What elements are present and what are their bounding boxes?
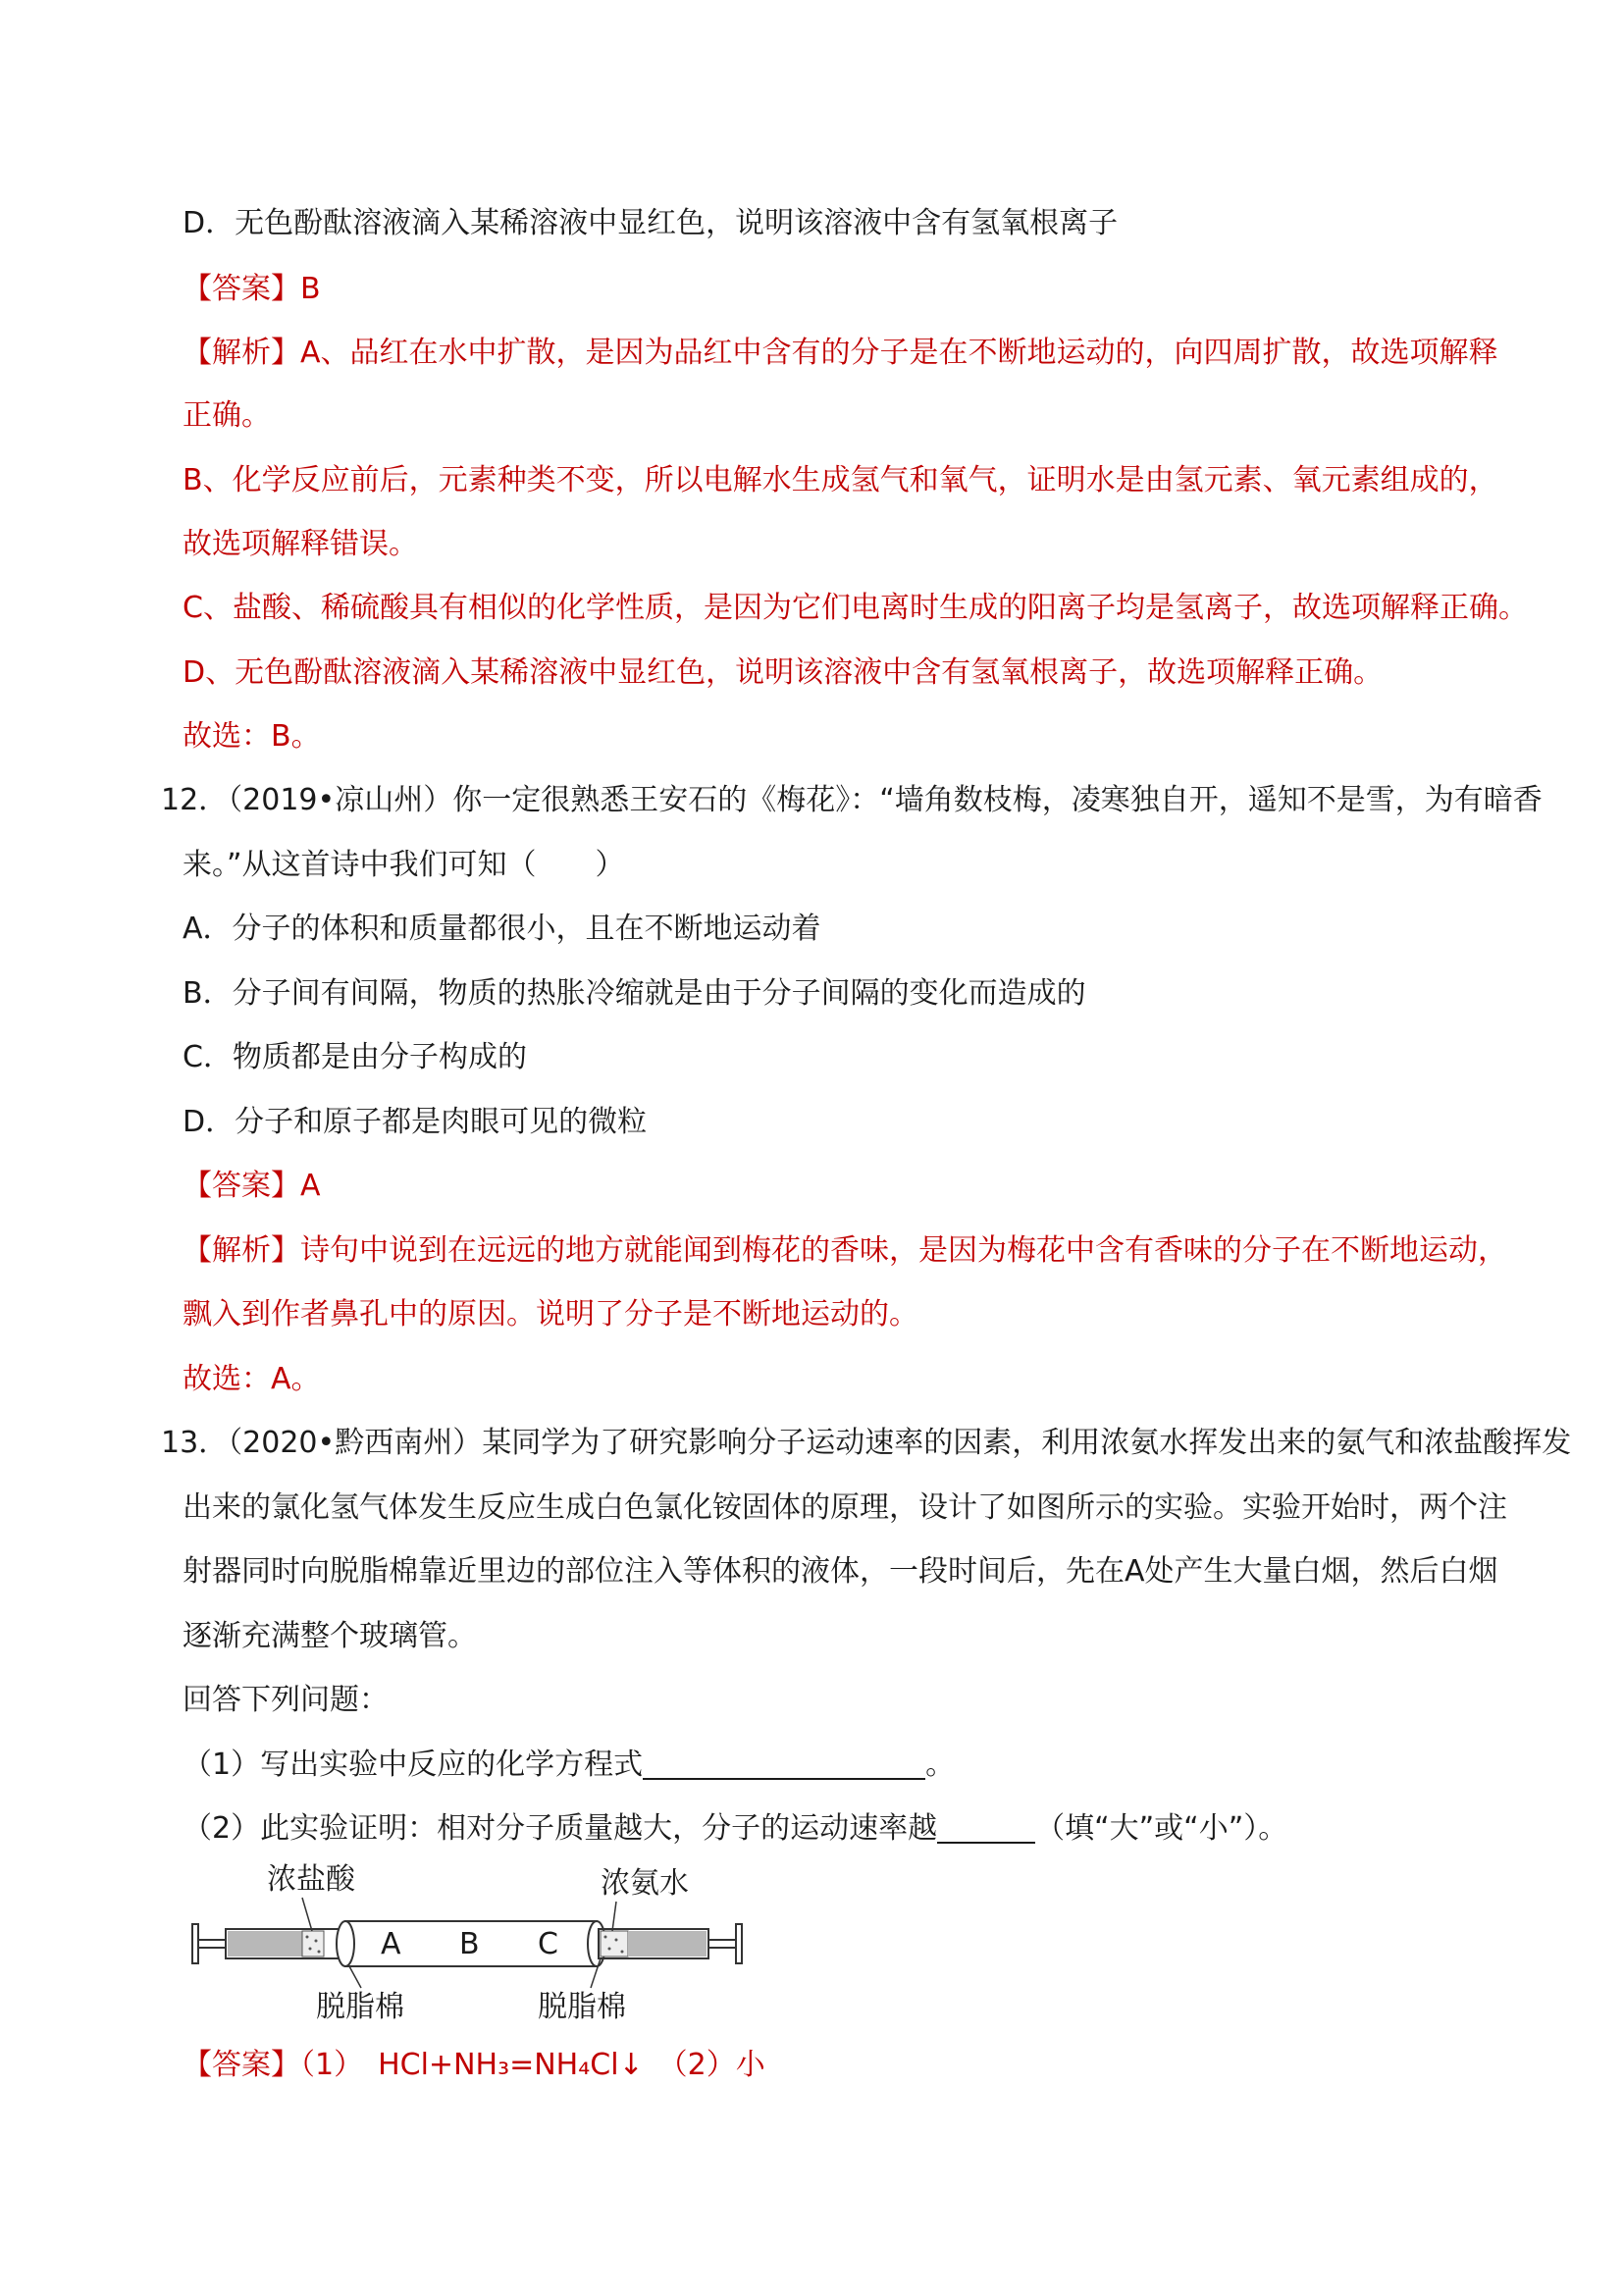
q13-stem-line-1: 13．（2020•黔西南州）某同学为了研究影响分子运动速率的因素，利用浓氨水挥发出来的氨气和浓盐酸挥发 bbox=[161, 1426, 1572, 1460]
answer-blank-2[interactable] bbox=[937, 1812, 1035, 1844]
label-cotton-left: 脱脂棉 bbox=[316, 1990, 404, 2024]
tube-left-end bbox=[337, 1921, 354, 1966]
sub1-suffix: 。 bbox=[925, 1748, 956, 1782]
right-plunger-end bbox=[736, 1924, 742, 1963]
q12-answer bbox=[183, 1167, 321, 1206]
right-cotton-plug bbox=[601, 1931, 628, 1957]
q11-option-d: D．无色酚酞溶液滴入某稀溶液中显红色，说明该溶液中含有氢氧根离子 bbox=[183, 206, 1119, 240]
analysis-tag: 【解析】 bbox=[183, 1233, 300, 1268]
label-cotton-right: 脱脂棉 bbox=[538, 1990, 626, 2024]
q12-analysis-line-2: 飘入到作者鼻孔中的原因。说明了分子是不断地运动的。 bbox=[183, 1297, 918, 1331]
q11-analysis-line-1 bbox=[183, 334, 1498, 373]
label-position-c: C bbox=[538, 1927, 558, 1961]
answer-value: A bbox=[300, 1169, 321, 1203]
analysis-tag: 【解析】 bbox=[183, 336, 300, 370]
q13-stem-line-4: 逐渐充满整个玻璃管。 bbox=[183, 1619, 477, 1653]
leader-nh3 bbox=[612, 1902, 616, 1931]
q13-stem-line-3: 射器同时向脱脂棉靠近里边的部位注入等体积的液体，一段时间后，先在A处产生大量白烟，然后白烟 bbox=[183, 1554, 1498, 1589]
q12-analysis-line-1 bbox=[183, 1231, 1507, 1271]
sub2-text: （2）此实验证明：相对分子质量越大，分子的运动速率越 bbox=[183, 1811, 938, 1846]
analysis-text: A、品红在水中扩散，是因为品红中含有的分子是在不断地运动的，向四周扩散，故选项解释 bbox=[300, 336, 1498, 370]
right-syringe-liquid bbox=[628, 1931, 707, 1957]
q13-sub-question-1 bbox=[183, 1746, 955, 1785]
label-position-b: B bbox=[459, 1927, 480, 1961]
answer-tag: 【答案】 bbox=[183, 1169, 300, 1203]
q11-analysis-line-5: C、盐酸、稀硫酸具有相似的化学性质，是因为它们电离时生成的阳离子均是氢离子，故选项解释正确。 bbox=[183, 591, 1528, 625]
q13-answer bbox=[183, 2046, 765, 2085]
answer-tag: 【答案】 bbox=[183, 272, 300, 306]
q13-stem-line-2: 出来的氯化氢气体发生反应生成白色氯化铵固体的原理，设计了如图所示的实验。实验开始时，两个注 bbox=[183, 1490, 1507, 1525]
left-cotton-plug bbox=[302, 1931, 324, 1957]
q11-analysis-line-6: D、无色酚酞溶液滴入某稀溶液中显红色，说明该溶液中含有氢氧根离子，故选项解释正确。 bbox=[183, 655, 1384, 690]
left-syringe-liquid bbox=[228, 1931, 302, 1957]
label-concentrated-hcl: 浓盐酸 bbox=[267, 1862, 355, 1897]
q11-analysis-line-3: B、化学反应前后，元素种类不变，所以电解水生成氢气和氧气，证明水是由氢元素、氧元素组成的， bbox=[183, 463, 1498, 497]
q12-choice: 故选：A。 bbox=[183, 1362, 321, 1396]
leader-cotton-left bbox=[349, 1966, 361, 1988]
answer-blank-1[interactable] bbox=[643, 1748, 925, 1780]
answer-value: B bbox=[300, 272, 321, 306]
label-position-a: A bbox=[381, 1927, 401, 1961]
q12-option-c: C．物质都是由分子构成的 bbox=[183, 1040, 527, 1074]
q12-stem-line-1: 12．（2019•凉山州）你一定很熟悉王安石的《梅花》：“墙角数枝梅，凌寒独自开，遥知不是雪，为有暗香 bbox=[161, 783, 1543, 817]
leader-hcl bbox=[302, 1898, 312, 1931]
answer-value: （1） HCl+NH₃=NH₄Cl↓ （2）小 bbox=[300, 2048, 765, 2082]
q12-stem-line-2: 来。”从这首诗中我们可知（ ） bbox=[183, 848, 625, 882]
q12-option-a: A．分子的体积和质量都很小，且在不断地运动着 bbox=[183, 912, 821, 946]
q11-analysis-line-4: 故选项解释错误。 bbox=[183, 527, 418, 561]
q11-analysis-line-2: 正确。 bbox=[183, 398, 271, 433]
q13-prompt: 回答下列问题： bbox=[183, 1683, 389, 1717]
sub2-suffix: （填“大”或“小”）。 bbox=[1035, 1811, 1288, 1846]
q12-option-d: D．分子和原子都是肉眼可见的微粒 bbox=[183, 1105, 648, 1139]
sub1-text: （1）写出实验中反应的化学方程式 bbox=[183, 1748, 644, 1782]
experiment-diagram bbox=[188, 1862, 758, 2033]
right-plunger-rod bbox=[708, 1940, 736, 1948]
left-plunger-rod bbox=[198, 1940, 226, 1948]
label-concentrated-ammonia: 浓氨水 bbox=[601, 1866, 689, 1901]
answer-tag: 【答案】 bbox=[183, 2048, 300, 2082]
q12-option-b: B．分子间有间隔，物质的热胀冷缩就是由于分子间隔的变化而造成的 bbox=[183, 976, 1086, 1011]
q13-sub-question-2 bbox=[183, 1809, 1287, 1849]
q11-answer bbox=[183, 270, 321, 309]
q11-choice: 故选：B。 bbox=[183, 719, 321, 754]
analysis-text: 诗句中说到在远远的地方就能闻到梅花的香味，是因为梅花中含有香味的分子在不断地运动， bbox=[300, 1233, 1507, 1268]
